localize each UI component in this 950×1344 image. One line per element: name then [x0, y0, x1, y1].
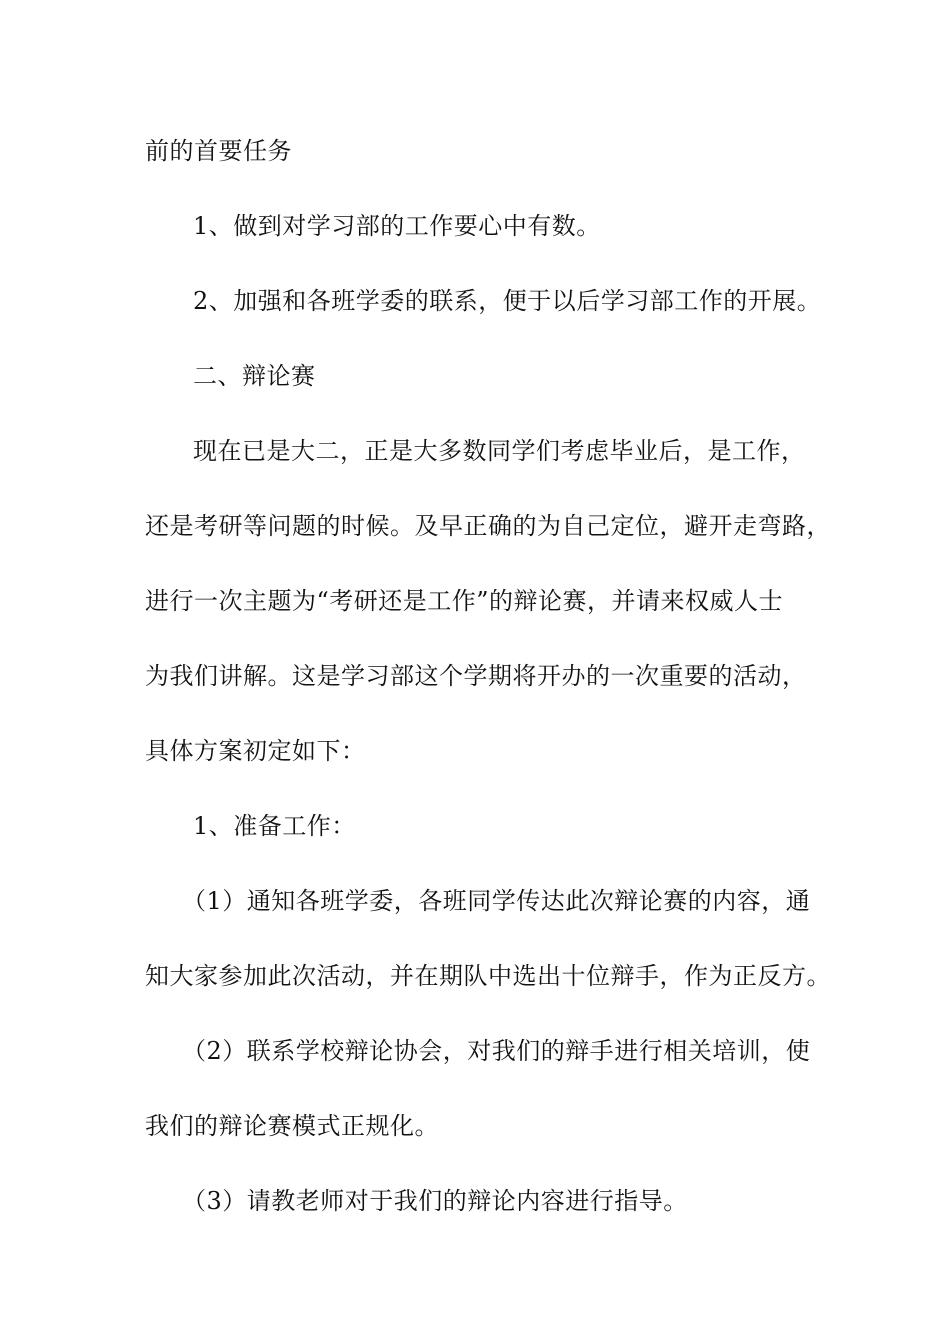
section-heading: 二、辩论赛	[193, 362, 316, 390]
paragraph-line: 1、做到对学习部的工作要心中有数。	[193, 212, 601, 240]
paragraph-line: 2、加强和各班学委的联系，便于以后学习部工作的开展。	[193, 287, 822, 315]
paragraph-line: 具体方案初定如下：	[145, 737, 366, 765]
paragraph-line: 进行一次主题为“考研还是工作”的辩论赛，并请来权威人士	[145, 587, 784, 615]
paragraph-line: 我们的辩论赛模式正规化。	[145, 1112, 439, 1140]
paragraph-line: （3）请教老师对于我们的辩论内容进行指导。	[182, 1187, 688, 1215]
paragraph-line: 为我们讲解。这是学习部这个学期将开办的一次重要的活动，	[145, 662, 807, 690]
paragraph-line: （2）联系学校辩论协会，对我们的辩手进行相关培训，使	[182, 1037, 811, 1065]
subsection-heading: 1、准备工作：	[193, 812, 356, 840]
paragraph-line: 知大家参加此次活动，并在期队中选出十位辩手，作为正反方。	[145, 962, 831, 990]
paragraph-line: 还是考研等问题的时候。及早正确的为自己定位，避开走弯路，	[145, 512, 831, 540]
paragraph-line: 前的首要任务	[145, 137, 292, 165]
paragraph-line: （1）通知各班学委，各班同学传达此次辩论赛的内容，通	[182, 887, 811, 915]
paragraph-line: 现在已是大二，正是大多数同学们考虑毕业后，是工作，	[193, 437, 806, 465]
